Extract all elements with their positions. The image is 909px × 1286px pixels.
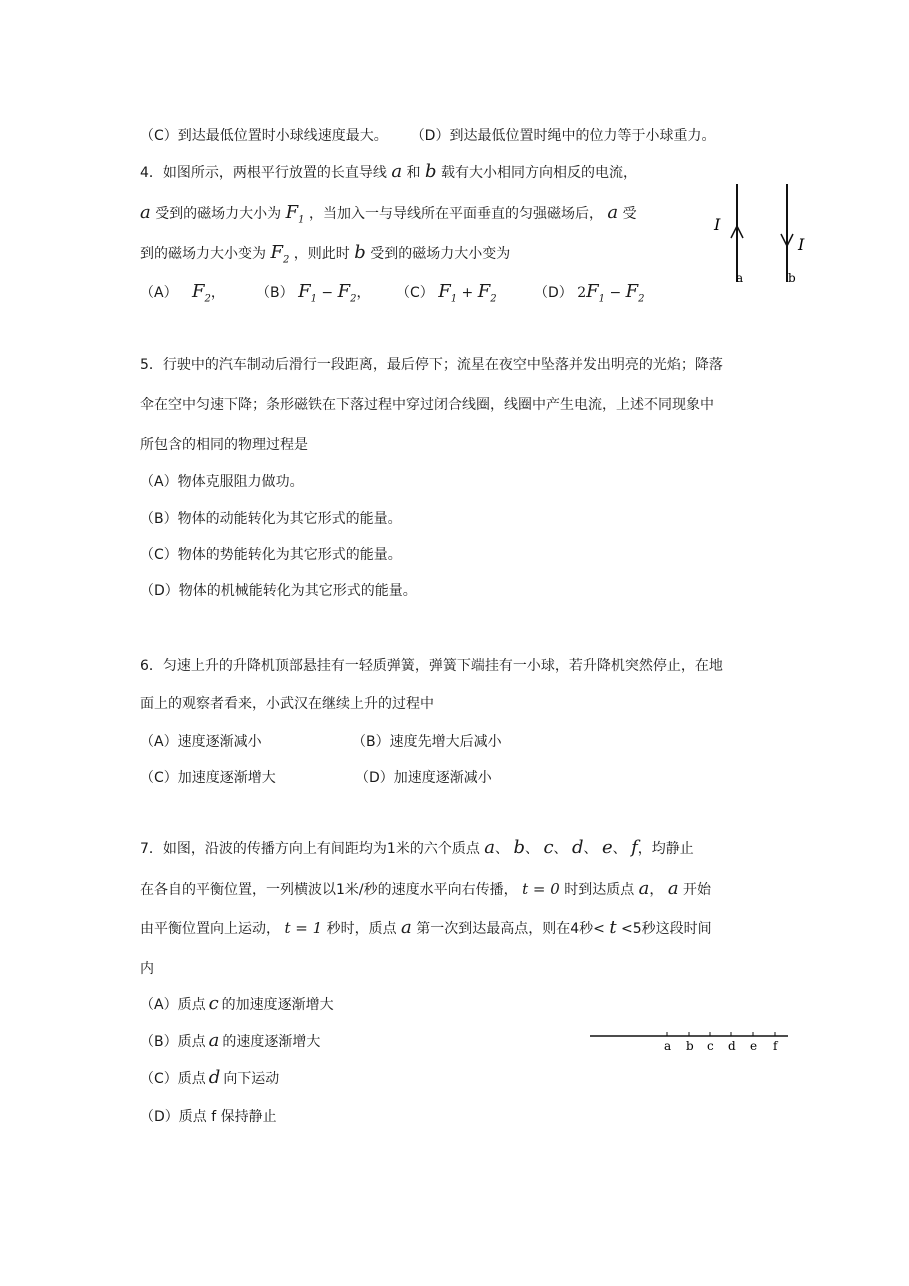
q7-text: 第一次到达最高点，则在4秒< — [416, 921, 605, 937]
formula-t0: t = 0 — [522, 880, 560, 898]
q7-option-c: （C）质点 d 向下运动 — [140, 1067, 280, 1088]
point-e: e — [601, 837, 613, 858]
point-label-c: c — [707, 1039, 714, 1053]
q4-text: 和 — [406, 165, 421, 181]
var-a: a — [391, 161, 403, 182]
q6-line-2: 面上的观察者看来，小武汉在继续上升的过程中 — [140, 696, 434, 712]
q6-option-a: （A）速度逐渐减小 — [140, 734, 262, 750]
q7-text: ，均静止 — [637, 841, 694, 857]
q3-options-line — [140, 126, 715, 146]
point-d: d — [572, 837, 584, 858]
q3-option-c: （C）到达最低位置时小球线速度最大。 — [140, 128, 388, 144]
current-label-left: I — [714, 215, 721, 234]
current-label-right: I — [798, 235, 805, 254]
point-a: a — [667, 878, 679, 899]
point-label-e: e — [750, 1039, 758, 1053]
q5-option-a: （A）物体克服阻力做功。 — [140, 474, 304, 490]
q4-line-1 — [140, 162, 637, 183]
q7-option-b: （B）质点 a 的速度逐渐增大 — [140, 1030, 321, 1051]
q4-text: 4．如图所示，两根平行放置的长直导线 — [140, 165, 387, 181]
q7-option-d: （D）质点 f 保持静止 — [140, 1109, 277, 1125]
var-a: a — [607, 202, 619, 223]
q7-text: 秒时，质点 — [326, 921, 397, 937]
q7-line-3 — [140, 918, 712, 939]
q6-option-c: （C）加速度逐渐增大 — [140, 770, 276, 786]
q5-line-3: 所包含的相同的物理过程是 — [140, 437, 308, 453]
formula-F1: $F_1$ — [285, 202, 305, 226]
wire-label-a: a — [736, 271, 744, 285]
q5-option-b: （B）物体的动能转化为其它形式的能量。 — [140, 511, 402, 527]
var-b: b — [354, 242, 366, 263]
q7-line-4: 内 — [140, 961, 154, 977]
q5-option-c: （C）物体的势能转化为其它形式的能量。 — [140, 547, 402, 563]
q5-line-2: 伞在空中匀速下降；条形磁铁在下落过程中穿过闭合线圈，线圈中产生电流，上述不同现象中 — [140, 397, 714, 413]
point-b: b — [513, 837, 525, 858]
point-label-b: b — [686, 1039, 694, 1053]
q4-text: ，则此时 — [293, 246, 350, 262]
point-c: c — [543, 837, 554, 858]
point-a: a — [484, 837, 496, 858]
q5-option-d: （D）物体的机械能转化为其它形式的能量。 — [140, 583, 417, 599]
q4-line-3 — [140, 243, 510, 271]
q4-text: 载有大小相同方向相反的电流， — [440, 165, 637, 181]
point-label-f: f — [773, 1039, 778, 1053]
q7-text: 7．如图，沿波的传播方向上有间距均为1米的六个质点 — [140, 841, 480, 857]
q6-line-1: 6．匀速上升的升降机顶部悬挂有一轻质弹簧，弹簧下端挂有一小球，若升降机突然停止，在地 — [140, 658, 723, 674]
q7-text: 开始 — [683, 882, 712, 898]
q7-text: 由平衡位置向上运动， — [140, 921, 280, 937]
point-a: a — [638, 878, 650, 899]
q4-option-d: （D） $2F_1 - F_2$ — [534, 281, 645, 305]
q4-option-c: （C） $F_1 + F_2$ — [396, 281, 497, 305]
q7-text: 在各自的平衡位置，一列横波以1米/秒的速度水平向右传播， — [140, 882, 518, 898]
q4-text: 受 — [622, 206, 637, 222]
q7-option-a: （A）质点 c 的加速度逐渐增大 — [140, 993, 334, 1014]
q4-text: 到的磁场力大小变为 — [140, 246, 266, 262]
formula-F2: $F_2$ — [270, 242, 290, 266]
q7-line-1: 7．如图，沿波的传播方向上有间距均为1米的六个质点 a、 b、 c、 d、 e、 f，均静止 — [140, 837, 694, 858]
q4-text: 受到的磁场力大小为 — [155, 206, 282, 222]
q4-text: ，当加入一与导线所在平面垂直的匀强磁场后， — [308, 206, 603, 222]
q6-option-d: （D）加速度逐渐减小 — [355, 770, 492, 786]
point-f: f — [631, 837, 638, 858]
q5-line-1: 5．行驶中的汽车制动后滑行一段距离，最后停下；流星在夜空中坠落并发出明亮的光焰；降落 — [140, 357, 723, 373]
var-b: b — [425, 161, 437, 182]
q4-line-2 — [140, 203, 637, 231]
q7-text: <5秒这段时间 — [621, 921, 712, 937]
q7-text: 时到达质点 — [564, 882, 635, 898]
parallel-wires-figure — [700, 178, 820, 288]
point-a: a — [401, 917, 412, 938]
wave-points-figure — [588, 1024, 794, 1054]
formula-t: t — [609, 917, 617, 938]
formula-t1: t = 1 — [284, 919, 323, 937]
q4-text: 受到的磁场力大小变为 — [370, 246, 511, 262]
q4-option-a: （A） $F_2$， — [140, 281, 225, 305]
q4-option-b: （B） $F_1 - F_2$， — [256, 281, 371, 305]
q6-option-b: （B）速度先增大后减小 — [352, 734, 502, 750]
q7-line-2: 在各自的平衡位置，一列横波以1米/秒的速度水平向右传播， t = 0 时到达质点 a， a 开始 — [140, 878, 712, 899]
point-label-a: a — [664, 1039, 672, 1053]
wire-label-b: b — [788, 271, 796, 285]
q3-option-d: （D）到达最低位置时绳中的位力等于小球重力。 — [410, 128, 716, 144]
var-a: a — [140, 202, 151, 223]
point-label-d: d — [728, 1039, 736, 1053]
